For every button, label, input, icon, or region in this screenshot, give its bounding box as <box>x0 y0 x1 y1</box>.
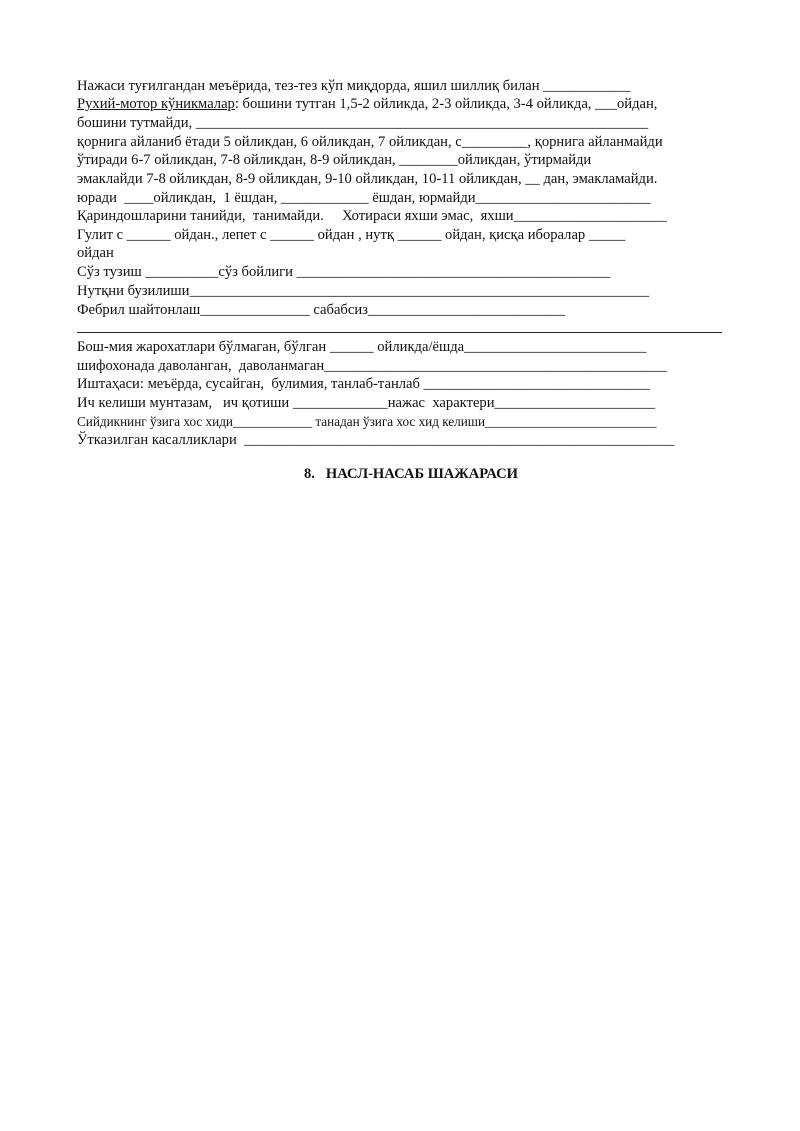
rolling-over-line: қорнига айланиб ётади 5 ойликдан, 6 ойликдан, 7 ойликдан, с_________, қорнига айланмайди <box>77 134 663 150</box>
head-trauma-line: Бош-мия жарохатлари бўлмаган, бўлган ______ ойликда/ёшда_________________________ <box>77 339 647 355</box>
odor-line: Сийдикнинг ўзига хос хиди____________ танадан ўзига хос хид келиши__________________________ <box>77 414 657 429</box>
bowel-movement-line: Ич келиши мунтазам, ич қотиши _____________нажас характери______________________ <box>77 395 656 411</box>
psychomotor-label: Рухий-мотор кўникмалар <box>77 96 235 112</box>
crawling-line: эмаклайди 7-8 ойликдан, 8-9 ойликдан, 9-10 ойликдан, 10-11 ойликдан, __ дан, эмакламайди. <box>77 171 658 187</box>
stool-line: Нажаси туғилгандан меъёрида, тез-тез кўп миқдорда, яшил шиллиқ билан ____________ <box>77 78 631 94</box>
past-illnesses-line: Ўтказилган касалликлари ___________________________________________________________ <box>77 432 675 448</box>
section-heading: 8. НАСЛ-НАСАБ ШАЖАРАСИ <box>303 466 519 482</box>
psychomotor-head-control: : бошини тутган 1,5-2 ойликда, 2-3 ойликда, 3-4 ойликда, ___ойдан, <box>234 96 658 112</box>
recognition-memory-line: Қариндошларини танийди, танимайди. Хотираси яхши эмас, яхши_____________________ <box>77 208 667 224</box>
appetite-line: Иштаҳаси: меъёрда, сусайган, булимия, танлаб-танлаб _______________________________ <box>77 376 650 392</box>
speech-onset-line-continued: ойдан <box>77 245 114 261</box>
speech-onset-line: Гулит с ______ ойдан., лепет с ______ ойдан , нутқ ______ ойдан, қисқа иборалар _____ <box>77 227 626 243</box>
vocabulary-line: Сўз тузиш __________сўз бойлиги ___________________________________________ <box>77 264 611 280</box>
hospital-treatment-line: шифохонада даволанган, даволанмаган_______________________________________________ <box>77 358 668 374</box>
speech-disorder-line: Нутқни бузилиши_______________________________________________________________ <box>77 283 650 299</box>
head-not-held-line: бошини тутмайди, ______________________________________________________________ <box>77 115 649 131</box>
sitting-line: ўтиради 6-7 ойликдан, 7-8 ойликдан, 8-9 ойликдан, ________ойликдан, ўтирмайди <box>77 152 592 168</box>
blank-rule <box>77 332 722 333</box>
febrile-seizures-line: Фебрил шайтонлаш_______________ сабабсиз___________________________ <box>77 302 565 318</box>
psychomotor-line <box>77 95 657 113</box>
walking-line: юради ____ойликдан, 1 ёшдан, ____________ ёшдан, юрмайди________________________ <box>77 190 651 206</box>
